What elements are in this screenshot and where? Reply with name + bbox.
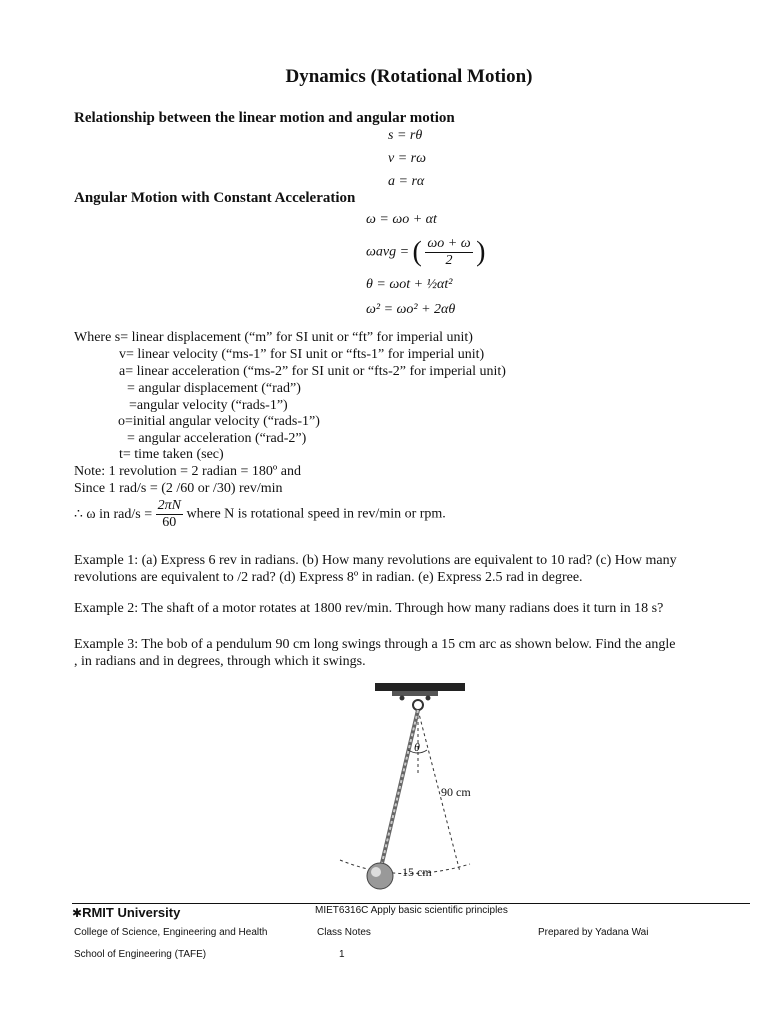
equation-theta: θ = ωot + ½αt² [366,277,453,292]
definition-linear-displacement: Where s= linear displacement (“m” for SI unit or “ft” for imperial unit) [74,330,473,345]
left-paren: ( [412,236,422,268]
omega-avg-fraction [425,236,472,269]
equation-omega-squared: ω² = ωo² + 2αθ [366,302,456,317]
example-3-line-2: , in radians and in degrees, through which it swings. [74,654,366,669]
formula-prefix: ∴ ω in rad/s = [74,507,153,522]
formula-rpm-conversion [74,498,446,531]
equation-a-r-alpha: a = rα [388,174,425,189]
bolt-left [400,696,405,701]
arc-length-label: 15 cm [402,865,432,879]
equation-s-r-theta: s = rθ [388,128,423,143]
footer-doc-type: Class Notes [317,927,371,938]
formula-numerator: 2πN [157,498,181,513]
omega-avg-lhs: ωavg = [366,244,410,260]
formula-suffix: where N is rotational speed in rev/min or rpm. [186,506,446,522]
note-rad-per-second: Since 1 rad/s = (2 /60 or /30) rev/min [74,481,283,496]
omega-avg-numerator: ωo + ω [427,236,471,251]
definition-initial-angular-velocity: o=initial angular velocity (“rads-1”) [118,414,320,429]
definition-angular-acceleration: = angular acceleration (“rad-2”) [127,431,307,446]
omega-avg-denominator: 2 [445,253,453,268]
right-paren: ) [476,236,486,268]
example-3-line-1: Example 3: The bob of a pendulum 90 cm long swings through a 15 cm arc as shown below. Find the angle [74,637,676,652]
definition-angular-displacement: = angular displacement (“rad”) [127,381,301,396]
page-title: Dynamics (Rotational Motion) [285,66,533,87]
footer-college: College of Science, Engineering and Health [74,927,268,938]
formula-fraction [156,498,183,531]
section-heading-linear-angular: Relationship between the linear motion and angular motion [74,110,455,126]
footer-divider [72,903,750,904]
pendulum-bob [367,863,393,889]
logo-text: RMIT University [82,905,181,920]
formula-denominator: 60 [162,515,177,530]
footer-course: MIET6316C Apply basic scientific principles [315,905,508,916]
example-2: Example 2: The shaft of a motor rotates at 1800 rev/min. Through how many radians does it turn in 18 s? [74,601,664,616]
example-1-line-2: revolutions are equivalent to /2 rad? (d) Express 8º in radian. (e) Express 2.5 rad in degree. [74,570,583,585]
footer-page-number: 1 [339,949,345,960]
logo-mark-icon: ✱ [72,906,83,920]
theta-label: θ [414,740,420,754]
footer-school: School of Engineering (TAFE) [74,949,207,960]
equation-omega-omega0-alpha-t: ω = ωo + αt [366,212,437,227]
bolt-right [426,696,431,701]
ceiling-bar [375,683,465,691]
definition-linear-acceleration: a= linear acceleration (“ms-2” for SI unit or “fts-2” for imperial unit) [119,364,506,379]
note-revolution: Note: 1 revolution = 2 radian = 180º and [74,464,301,479]
equation-v-r-omega: v = rω [388,151,426,166]
rmit-logo [72,905,180,920]
definition-angular-velocity: =angular velocity (“rads-1”) [129,398,288,413]
footer-prepared-by: Prepared by Yadana Wai [538,927,649,938]
length-label: 90 cm [441,785,471,799]
definition-time: t= time taken (sec) [119,447,224,462]
pendulum-figure [320,680,500,895]
pivot-ring [413,700,423,710]
mounting-bracket [392,691,438,696]
equation-omega-average [366,236,485,269]
example-1-line-1: Example 1: (a) Express 6 rev in radians. (b) How many revolutions are equivalent to 10 rad? (c) How many [74,553,677,568]
section-heading-constant-acceleration: Angular Motion with Constant Acceleration [74,190,356,206]
definition-linear-velocity: v= linear velocity (“ms-1” for SI unit or “fts-1” for imperial unit) [119,347,485,362]
